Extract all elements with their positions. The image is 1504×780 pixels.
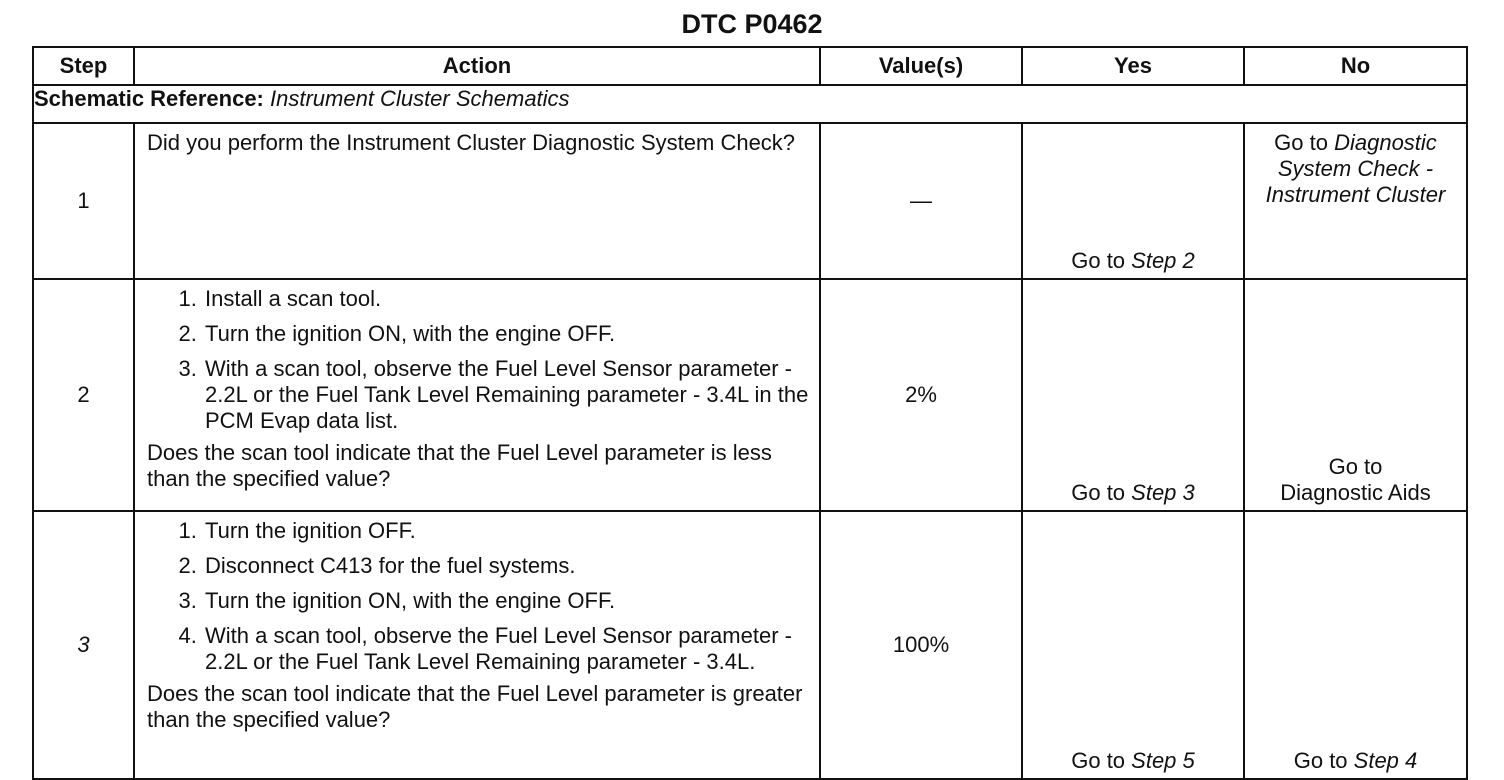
step-number: 1 [33,123,134,279]
step-number: 3 [33,511,134,779]
list-item: 1. Turn the ignition OFF. [203,518,811,544]
yes-prefix: Go to [1071,748,1132,773]
yes-cell [1022,123,1244,279]
no-cell [1244,123,1467,279]
action-question: Does the scan tool indicate that the Fuel Level parameter is less than the specified value? [147,440,772,491]
action-cell [134,511,820,779]
yes-target: Step 2 [1131,248,1195,273]
no-cell [1244,511,1467,779]
list-item: 3. With a scan tool, observe the Fuel Level Sensor parameter - 2.2L or the Fuel Tank Level Remaining parameter - 3.4L in the PCM Evap data list. [203,356,811,434]
header-yes: Yes [1022,47,1244,85]
no-target: Diagnostic System Check - Instrument Cluster [1265,130,1446,207]
header-no: No [1244,47,1467,85]
no-prefix: Go to [1293,748,1354,773]
action-question: Does the scan tool indicate that the Fuel Level parameter is greater than the specified value? [147,681,803,732]
yes-prefix: Go to [1071,248,1132,273]
schematic-reference-row [33,85,1467,123]
yes-prefix: Go to [1071,480,1132,505]
value-cell: 100% [820,511,1022,779]
table-row [33,123,1467,279]
list-item: 2. Turn the ignition ON, with the engine OFF. [203,321,811,347]
header-step: Step [33,47,134,85]
no-line-2: Diagnostic Aids [1280,480,1431,505]
no-target: Step 4 [1353,748,1418,773]
yes-cell [1022,511,1244,779]
step-number: 2 [33,279,134,511]
list-item: 3. Turn the ignition ON, with the engine OFF. [203,588,811,614]
yes-target: Step 3 [1131,480,1195,505]
action-question: Did you perform the Instrument Cluster Diagnostic System Check? [147,130,796,155]
action-list [147,286,811,434]
no-cell [1244,279,1467,511]
header-row [33,47,1467,85]
list-item: 4. With a scan tool, observe the Fuel Level Sensor parameter - 2.2L or the Fuel Tank Level Remaining parameter - 3.4L. [203,623,811,675]
table-row [33,511,1467,779]
list-item: 1. Install a scan tool. [203,286,811,312]
value-cell: — [820,123,1022,279]
diagnostic-table [32,46,1468,780]
yes-target: Step 5 [1131,748,1195,773]
document-title: DTC P0462 [681,9,823,39]
table-row [33,279,1467,511]
list-item: 2. Disconnect C413 for the fuel systems. [203,553,811,579]
yes-cell [1022,279,1244,511]
header-values: Value(s) [820,47,1022,85]
value-cell: 2% [820,279,1022,511]
schematic-reference-label: Schematic Reference: [34,86,264,111]
action-cell [134,279,820,511]
header-action: Action [134,47,820,85]
schematic-reference-value: Instrument Cluster Schematics [270,86,570,111]
no-prefix: Go to [1274,130,1335,155]
action-cell [134,123,820,279]
action-list [147,518,811,675]
schematic-reference [33,85,1467,123]
no-line-1: Go to [1328,454,1383,479]
